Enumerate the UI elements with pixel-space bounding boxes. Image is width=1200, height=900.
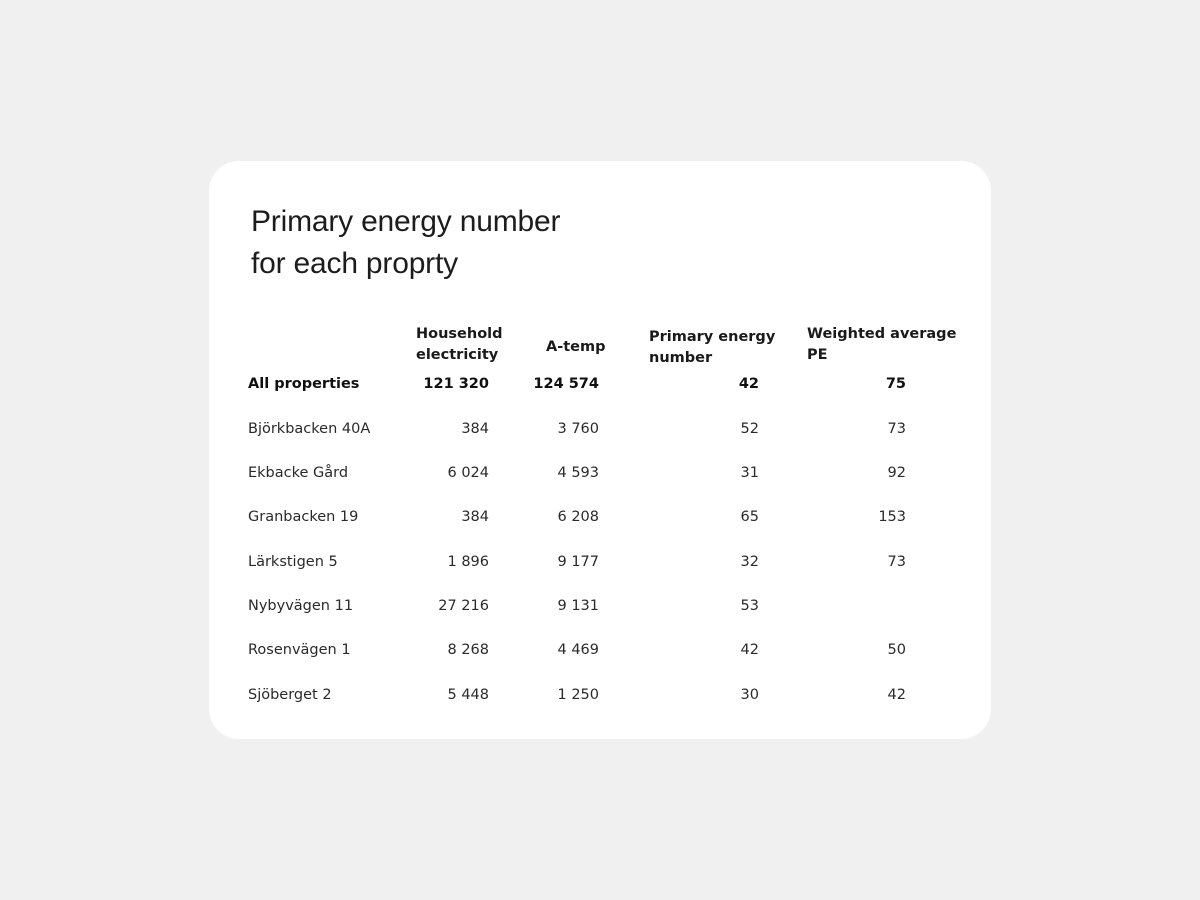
header-a-temp: A-temp bbox=[546, 339, 606, 355]
row-weighted-average: 50 bbox=[887, 642, 906, 658]
header-weighted-average-line-1: Weighted average bbox=[807, 326, 957, 342]
header-weighted-average-line-2: PE bbox=[807, 347, 828, 363]
card-title-line-1: Primary energy number bbox=[251, 205, 561, 238]
row-household-electricity: 384 bbox=[461, 509, 489, 525]
row-a-temp: 4 469 bbox=[557, 642, 599, 658]
summary-household-electricity: 121 320 bbox=[423, 376, 489, 392]
row-primary-energy: 53 bbox=[740, 598, 759, 614]
row-a-temp: 9 177 bbox=[557, 554, 599, 570]
summary-name: All properties bbox=[248, 376, 360, 392]
row-weighted-average: 73 bbox=[887, 554, 906, 570]
row-a-temp: 1 250 bbox=[557, 687, 599, 703]
row-name: Nybyvägen 11 bbox=[248, 598, 354, 614]
row-primary-energy: 42 bbox=[740, 642, 759, 658]
row-name: Sjöberget 2 bbox=[248, 687, 332, 703]
row-primary-energy: 65 bbox=[740, 509, 759, 525]
row-name: Granbacken 19 bbox=[248, 509, 359, 525]
card-title-line-2: for each proprty bbox=[251, 247, 458, 280]
row-household-electricity: 5 448 bbox=[447, 687, 489, 703]
row-household-electricity: 1 896 bbox=[447, 554, 489, 570]
header-household-electricity-line-2: electricity bbox=[416, 347, 499, 363]
header-household-electricity bbox=[416, 324, 503, 366]
row-household-electricity: 6 024 bbox=[447, 465, 489, 481]
row-a-temp: 6 208 bbox=[557, 509, 599, 525]
row-primary-energy: 52 bbox=[740, 421, 759, 437]
row-weighted-average: 153 bbox=[878, 509, 906, 525]
row-weighted-average: 42 bbox=[887, 687, 906, 703]
row-a-temp: 3 760 bbox=[557, 421, 599, 437]
card-title bbox=[251, 201, 560, 285]
row-weighted-average: 73 bbox=[887, 421, 906, 437]
header-weighted-average-pe bbox=[807, 324, 956, 366]
row-name: Ekbacke Gård bbox=[248, 465, 349, 481]
summary-a-temp: 124 574 bbox=[533, 376, 599, 392]
row-primary-energy: 30 bbox=[740, 687, 759, 703]
summary-weighted-average: 75 bbox=[885, 376, 906, 392]
energy-card bbox=[209, 161, 991, 739]
row-primary-energy: 32 bbox=[740, 554, 759, 570]
header-primary-energy-line-1: Primary energy bbox=[649, 329, 776, 345]
summary-primary-energy: 42 bbox=[738, 376, 759, 392]
header-primary-energy-line-2: number bbox=[649, 350, 713, 366]
row-name: Björkbacken 40A bbox=[248, 421, 371, 437]
row-household-electricity: 27 216 bbox=[438, 598, 489, 614]
row-household-electricity: 384 bbox=[461, 421, 489, 437]
row-weighted-average: 92 bbox=[887, 465, 906, 481]
row-a-temp: 4 593 bbox=[557, 465, 599, 481]
row-primary-energy: 31 bbox=[740, 465, 759, 481]
row-a-temp: 9 131 bbox=[557, 598, 599, 614]
row-name: Lärkstigen 5 bbox=[248, 554, 338, 570]
header-primary-energy bbox=[649, 327, 775, 369]
header-household-electricity-line-1: Household bbox=[416, 326, 503, 342]
row-name: Rosenvägen 1 bbox=[248, 642, 351, 658]
row-household-electricity: 8 268 bbox=[447, 642, 489, 658]
